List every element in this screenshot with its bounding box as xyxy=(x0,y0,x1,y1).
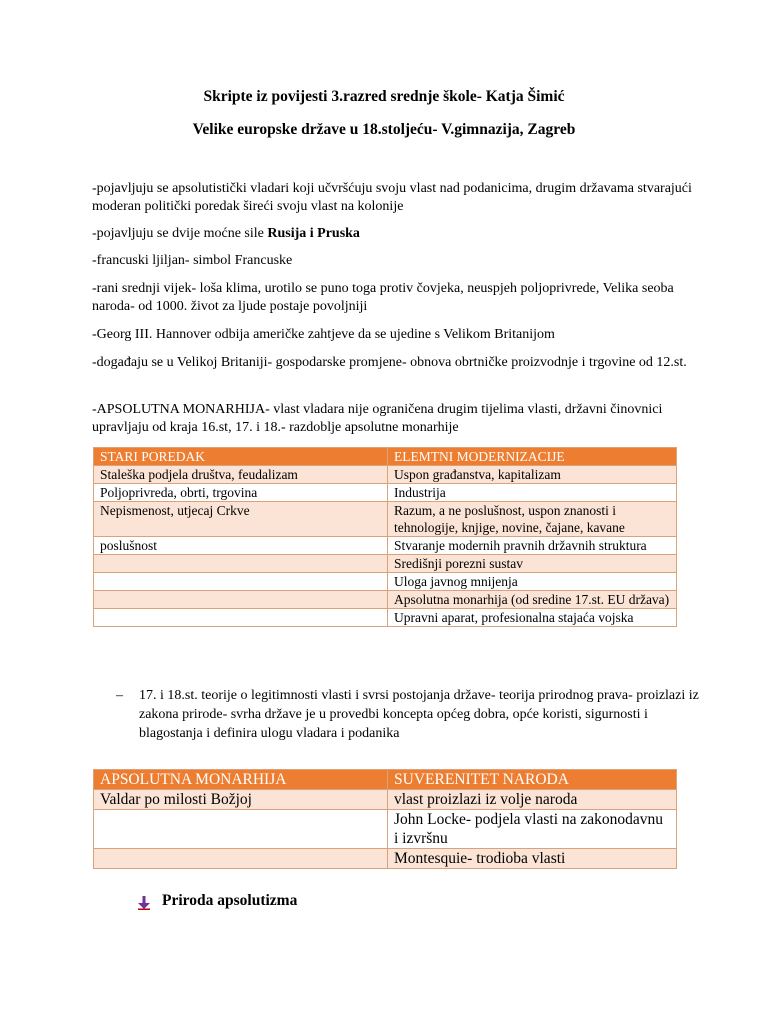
paragraph-5: -Georg III. Hannover odbija američke zahtjeve da se ujedine s Velikom Britanijom xyxy=(92,327,555,342)
bullet-text: 17. i 18.st. teorije o legitimnosti vlasti i svrsi postojanja države- teorija prirodnog prava- proizlazi iz zakona prirode- svrha države je u provedbi koncepta općeg dobra, opće koristi, sigurnosti i blagostanja i definira ulogu vladara i podanika xyxy=(139,688,699,741)
paragraph-4: -rani srednji vijek- loša klima, urotilo se puno toga protiv čovjeka, neuspjeh poljoprivrede, Velika seoba naroda- od 1000. život za ljude postaje povoljniji xyxy=(92,281,674,314)
table-cell: John Locke- podjela vlasti na zakonodavnu i izvršnu xyxy=(388,810,677,849)
table-cell xyxy=(94,609,388,627)
paragraph-6: -događaju se u Velikoj Britaniji- gospodarske promjene- obnova obrtničke proizvodnje i trgovine od 12.st. xyxy=(92,355,687,370)
table-row xyxy=(94,849,677,869)
table-header-row xyxy=(94,770,677,790)
table-row xyxy=(94,555,677,573)
comparison-table-1 xyxy=(93,447,677,627)
table-cell: poslušnost xyxy=(94,537,388,555)
paragraph-2-bold: Rusija i Pruska xyxy=(267,226,360,241)
table-row xyxy=(94,591,677,609)
table-row xyxy=(94,790,677,810)
table-cell: Industrija xyxy=(388,484,677,502)
table-cell: Valdar po milosti Božjoj xyxy=(94,790,388,810)
table-header-cell: APSOLUTNA MONARHIJA xyxy=(94,770,388,790)
paragraph-2 xyxy=(92,225,692,243)
table-cell: Poljoprivreda, obrti, trgovina xyxy=(94,484,388,502)
document-subtitle: Velike europske države u 18.stoljeću- V.gimnazija, Zagreb xyxy=(192,121,576,138)
paragraph-7: -APSOLUTNA MONARHIJA- vlast vladara nije ograničena drugim tijelima vlasti, državni činovnici upravljaju od kraja 16.st, 17. i 18.- razdoblje apsolutne monarhije xyxy=(92,402,663,435)
table-cell: Montesquie- trodioba vlasti xyxy=(388,849,677,869)
table-cell: Upravni aparat, profesionalna stajaća vojska xyxy=(388,609,677,627)
table-row xyxy=(94,537,677,555)
table-cell: vlast proizlazi iz volje naroda xyxy=(388,790,677,810)
table-row xyxy=(94,573,677,591)
table-row xyxy=(94,810,677,849)
table-row xyxy=(94,484,677,502)
comparison-table-2 xyxy=(93,769,677,869)
table-header-cell: SUVERENITET NARODA xyxy=(388,770,677,790)
table-row xyxy=(94,609,677,627)
table-cell: Uloga javnog mnijenja xyxy=(388,573,677,591)
dash-bullet-marker: – xyxy=(116,688,123,703)
table-cell: Staleška podjela društva, feudalizam xyxy=(94,466,388,484)
table-cell xyxy=(94,555,388,573)
table-cell xyxy=(94,573,388,591)
table-cell xyxy=(94,849,388,869)
table-cell: Razum, a ne poslušnost, uspon znanosti i tehnologije, knjige, novine, čajane, kavane xyxy=(388,502,677,537)
table-cell: Uspon građanstva, kapitalizam xyxy=(388,466,677,484)
arrow-bullet-icon xyxy=(138,896,150,910)
paragraph-3: -francuski ljiljan- simbol Francuske xyxy=(92,253,293,268)
table-row xyxy=(94,466,677,484)
table-cell xyxy=(94,810,388,849)
table-header-cell: STARI POREDAK xyxy=(94,448,388,466)
table-header-cell: ELEMTNI MODERNIZACIJE xyxy=(388,448,677,466)
paragraph-2-text: -pojavljuju se dvije moćne sile xyxy=(92,226,268,241)
table-header-row xyxy=(94,448,677,466)
table-cell: Stvaranje modernih pravnih državnih struktura xyxy=(388,537,677,555)
document-title: Skripte iz povijesti 3.razred srednje škole- Katja Šimić xyxy=(203,88,565,105)
table-cell: Središnji porezni sustav xyxy=(388,555,677,573)
table-row xyxy=(94,502,677,537)
table-cell xyxy=(94,591,388,609)
paragraph-1: -pojavljuju se apsolutistički vladari koji učvršćuju svoju vlast nad podanicima, drugim državama stvarajući moderan politički poredak šireći svoju vlast na kolonije xyxy=(92,181,692,214)
section-heading: Priroda apsolutizma xyxy=(162,892,298,909)
table-cell: Apsolutna monarhija (od sredine 17.st. EU država) xyxy=(388,591,677,609)
table-cell: Nepismenost, utjecaj Crkve xyxy=(94,502,388,537)
